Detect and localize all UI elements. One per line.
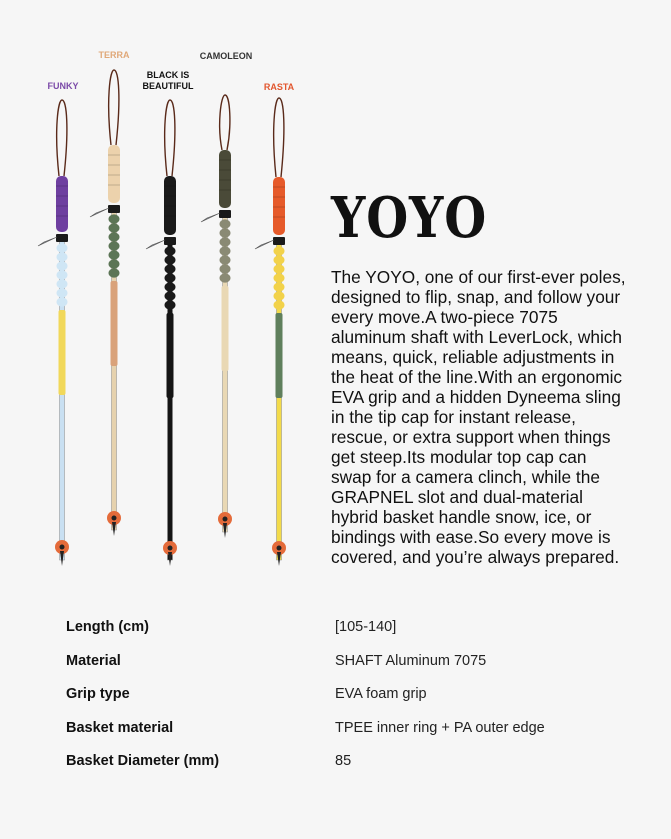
spec-row-material	[66, 649, 626, 683]
basket-hub	[60, 545, 65, 550]
rib	[220, 246, 231, 255]
spec-value: EVA foam grip	[335, 686, 427, 702]
shaft-section	[222, 286, 229, 371]
spec-key: Basket Diameter (mm)	[66, 753, 220, 769]
pole-2	[90, 70, 121, 536]
spec-value: [105-140]	[335, 619, 397, 635]
rib	[109, 241, 120, 250]
rib	[220, 219, 231, 228]
rib	[165, 300, 176, 309]
spec-value: SHAFT Aluminum 7075	[335, 652, 487, 669]
rib	[274, 255, 285, 264]
strap-loop	[109, 70, 119, 145]
rib	[109, 268, 120, 277]
spec-key: Length (cm)	[66, 619, 149, 635]
product-description: The YOYO, one of our first-ever poles, designed to flip, snap, and follow your every move.A two-piece 7075 aluminum shaft with LeverLock, which means, quick, reliable adjustments in the heat of the line.With an ergonomic EVA grip and a hidden Dyneema sling in the tip cap for instant release, rescue, or extra support when things get steep.Its modular top cap can swap for a camera clinch, while the GRAPNEL slot and dual-material hybrid basket handle snow, ice, or bindings with ease.So every move is covered, and you’re always prepared.	[331, 267, 626, 567]
rib	[274, 246, 285, 255]
spec-row-length	[66, 615, 626, 649]
spec-row-basket-diameter	[66, 749, 626, 783]
basket-hub	[168, 546, 173, 551]
variant-label-black-is-beautiful[interactable]: BLACK IS BEAUTIFUL	[142, 70, 194, 91]
lever-clamp	[108, 205, 120, 213]
grapnel-pick	[146, 240, 165, 249]
rib	[220, 273, 231, 282]
basket-hub	[112, 516, 117, 521]
rib	[57, 252, 68, 261]
spec-key: Basket material	[66, 719, 174, 736]
rib	[57, 270, 68, 279]
strap-loop	[220, 95, 230, 150]
strap-loop	[274, 98, 284, 177]
rib	[220, 237, 231, 246]
strap-loop	[165, 100, 175, 176]
grapnel-pick	[201, 213, 220, 222]
rib	[57, 288, 68, 297]
pole-1	[38, 100, 69, 566]
variant-label-rasta[interactable]: RASTA	[263, 82, 295, 92]
rib	[165, 264, 176, 273]
pole-5	[255, 98, 286, 566]
rib	[165, 273, 176, 282]
lever-clamp	[56, 234, 68, 242]
rib	[57, 261, 68, 270]
shaft-section	[167, 313, 174, 398]
rib	[109, 232, 120, 241]
rib	[57, 279, 68, 288]
lever-clamp	[273, 237, 285, 245]
grip	[219, 150, 231, 208]
specs-table	[66, 615, 626, 783]
shaft-section	[276, 313, 283, 398]
lever-clamp	[219, 210, 231, 218]
spec-value: TPEE inner ring + PA outer edge	[335, 719, 545, 736]
grapnel-pick	[255, 240, 274, 249]
pole-4	[201, 95, 232, 538]
rib	[165, 255, 176, 264]
rib	[274, 264, 285, 273]
pole-3	[146, 100, 177, 566]
spec-key: Grip type	[66, 686, 130, 702]
rib	[165, 291, 176, 300]
spec-row-grip-type	[66, 682, 626, 716]
spec-row-basket-material	[66, 716, 626, 750]
rib	[57, 297, 68, 306]
rib	[274, 291, 285, 300]
grapnel-pick	[38, 237, 57, 246]
spec-key: Material	[66, 652, 121, 669]
grip	[108, 145, 120, 203]
rib	[109, 259, 120, 268]
basket-hub	[223, 517, 228, 522]
rib	[109, 223, 120, 232]
rib	[274, 282, 285, 291]
basket-hub	[277, 546, 282, 551]
rib	[274, 300, 285, 309]
variant-label-funky[interactable]: FUNKY	[47, 81, 79, 91]
rib	[109, 250, 120, 259]
product-title: YOYO	[331, 185, 488, 251]
shaft-section	[111, 281, 118, 366]
grip	[56, 176, 68, 232]
rib	[220, 228, 231, 237]
rib	[220, 255, 231, 264]
spec-value: 85	[335, 753, 352, 769]
rib	[165, 282, 176, 291]
variant-label-camoleon[interactable]: CAMOLEON	[199, 51, 253, 61]
rib	[274, 273, 285, 282]
shaft-section	[59, 310, 66, 395]
lever-clamp	[164, 237, 176, 245]
rib	[220, 264, 231, 273]
strap-loop	[57, 100, 67, 176]
grip	[273, 177, 285, 235]
variant-label-terra[interactable]: TERRA	[98, 50, 130, 60]
grapnel-pick	[90, 208, 109, 217]
rib	[57, 243, 68, 252]
rib	[165, 246, 176, 255]
rib	[109, 214, 120, 223]
